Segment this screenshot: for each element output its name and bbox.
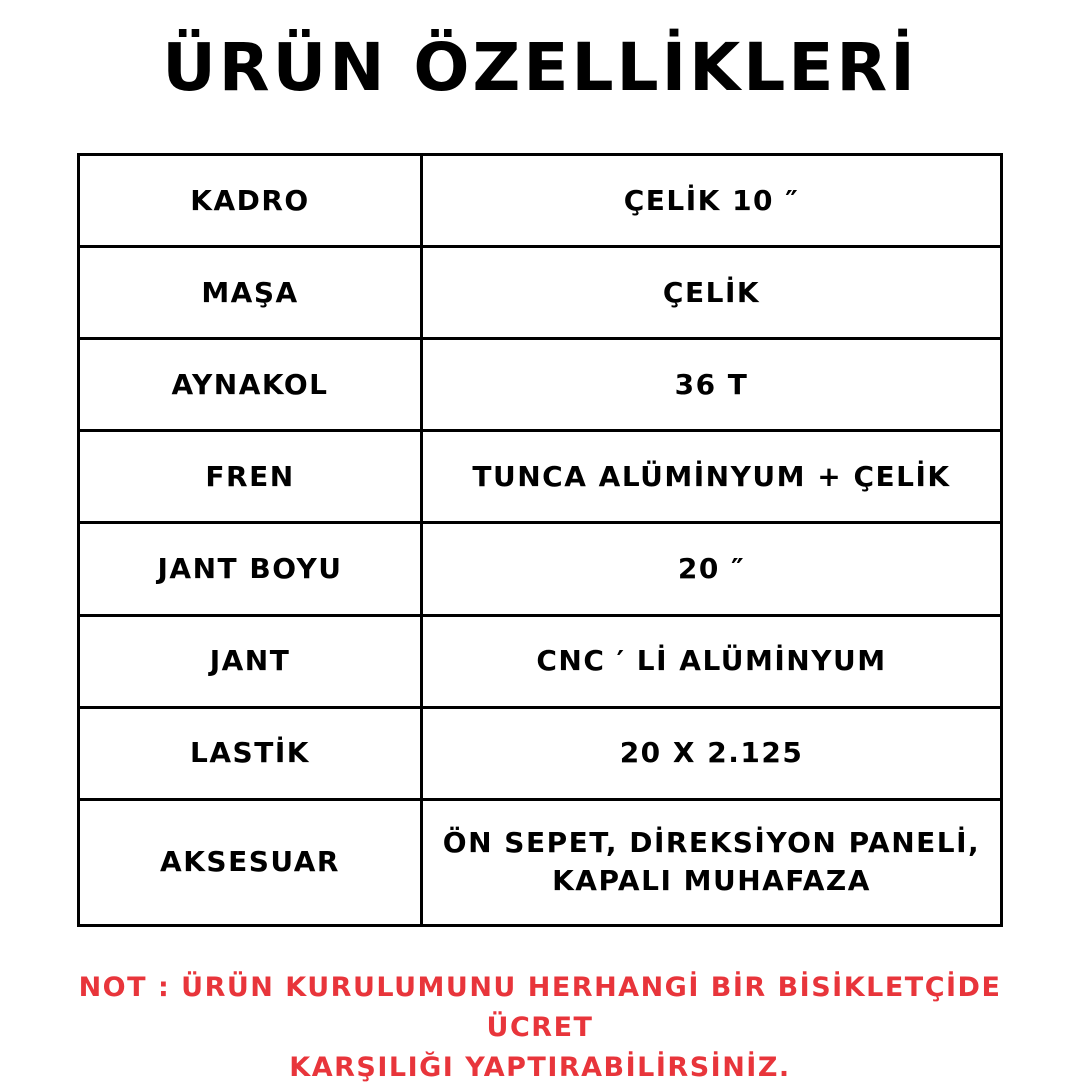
table-row — [79, 799, 1002, 925]
page-title: ÜRÜN ÖZELLİKLERİ — [162, 29, 918, 106]
table-row — [79, 155, 1002, 247]
spec-table — [77, 153, 1003, 927]
spec-label-fren: FREN — [79, 431, 422, 523]
spec-value-lastik: 20 X 2.125 — [422, 707, 1002, 799]
spec-value-aksesuar — [422, 799, 1002, 925]
spec-label-jant: JANT — [79, 615, 422, 707]
spec-label-aynakol: AYNAKOL — [79, 339, 422, 431]
spec-value-aynakol: 36 T — [422, 339, 1002, 431]
spec-value-kadro: ÇELİK 10 ″ — [422, 155, 1002, 247]
installation-note-line2: KARŞILIĞI YAPTIRABİLİRSİNİZ. — [289, 1052, 791, 1083]
table-row — [79, 431, 1002, 523]
spec-value-aksesuar-line1: ÖN SEPET, DİREKSİYON PANELİ, — [442, 826, 981, 860]
spec-label-lastik: LASTİK — [79, 707, 422, 799]
spec-value-fren: TUNCA ALÜMİNYUM + ÇELİK — [422, 431, 1002, 523]
spec-label-masa: MAŞA — [79, 247, 422, 339]
spec-label-aksesuar: AKSESUAR — [79, 799, 422, 925]
table-row — [79, 339, 1002, 431]
table-row — [79, 707, 1002, 799]
spec-value-jant-boyu: 20 ″ — [422, 523, 1002, 615]
installation-note-line1: NOT : ÜRÜN KURULUMUNU HERHANGİ BİR BİSİKLETÇİDE ÜCRET — [78, 972, 1002, 1043]
spec-value-jant: CNC ′ Lİ ALÜMİNYUM — [422, 615, 1002, 707]
spec-value-masa: ÇELİK — [422, 247, 1002, 339]
table-row — [79, 523, 1002, 615]
installation-note — [20, 968, 1060, 1088]
spec-label-kadro: KADRO — [79, 155, 422, 247]
table-row — [79, 615, 1002, 707]
table-row — [79, 247, 1002, 339]
spec-label-jant-boyu: JANT BOYU — [79, 523, 422, 615]
spec-value-aksesuar-line2: KAPALI MUHAFAZA — [552, 864, 871, 898]
